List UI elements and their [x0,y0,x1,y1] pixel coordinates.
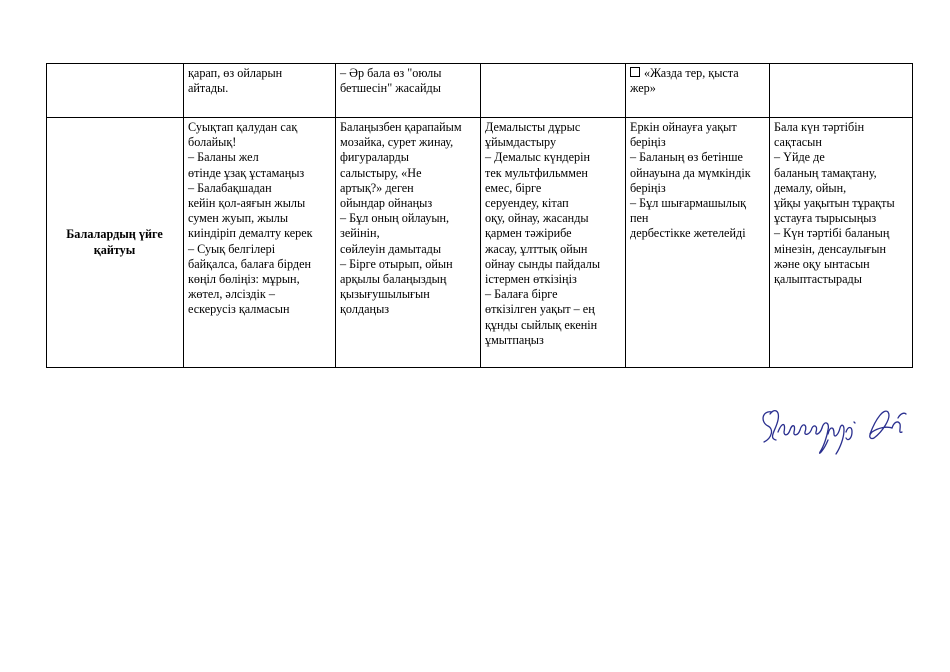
cell-line: істермен өткізіңіз [485,272,577,287]
cell-line: баланың тамақтану, [774,165,877,180]
cell-line: ойнау сынды пайдалы [485,256,601,271]
cell-line: – Балабақшадан [188,180,272,195]
cell-line: өтінде ұзақ ұстамаңыз [188,165,305,180]
cell-line: қарап, өз ойларын [188,66,283,80]
cell-line: бетшесін" жасайды [340,81,441,96]
cell-line: пен [630,211,649,226]
cell-line: – Суық белгілері [188,241,276,256]
cell-line: жасау, ұлттық ойын [485,241,588,256]
row-heading-line: Балалардың үйге [66,227,163,242]
cell-line: – Балаға бірге [485,287,558,302]
row-heading-line: қайтуы [93,242,136,257]
cell-text: «Жазда тер, қыста [644,66,739,80]
cell-line: көңіл бөліңіз: мұрын, [188,272,300,287]
cell-line: жер» [630,81,656,96]
cell-line: сақтасын [774,135,822,150]
cell-line: – Бірге отырып, ойын [340,256,453,271]
cell-line: айтады. [188,81,229,96]
cell-line [630,66,764,81]
cell-line: сөйлеуін дамытады [340,241,442,256]
table-row [47,64,913,118]
row2-cell-5 [626,118,770,368]
cell-line: Еркін ойнауға уақыт [630,120,737,134]
row2-cell-3 [336,118,481,368]
cell-line: тек мультфильммен [485,165,588,180]
cell-line: фигураларды [340,150,409,165]
row1-cell-6 [770,64,913,118]
row1-heading-cell [47,64,184,118]
cell-line: және оқу ынтасын [774,256,870,271]
cell-line: қалыптастырады [774,272,862,287]
cell-line: оқу, ойнау, жасанды [485,211,589,226]
cell-line: қармен тәжірибе [485,226,572,241]
cell-line: емес, бірге [485,180,542,195]
cell-line: – Баланы жел [188,150,259,165]
cell-line: құнды сыйлық екенін [485,317,598,332]
cell-line: ойнауына да мүмкіндік [630,165,751,180]
row2-cell-6 [770,118,913,368]
cell-line: болайық! [188,135,237,150]
cell-line: Суықтап қалудан сақ [188,120,298,134]
row1-cell-3 [336,64,481,118]
cell-line: ұстауға тырысыңыз [774,211,877,226]
cell-line: арқылы балаңыздың [340,272,447,287]
row1-cell-2 [184,64,336,118]
cell-line: Балаңызбен қарапайым [340,120,462,134]
plan-table [46,63,913,368]
row2-cell-2 [184,118,336,368]
row2-heading-cell [47,118,184,368]
cell-line: дербестікке жетелейді [630,226,746,241]
cell-line: – Бұл оның ойлауын, [340,211,450,226]
cell-line: – Үйде де [774,150,825,165]
cell-line: Бала күн тәртібін [774,120,865,134]
cell-line: – Баланың өз бетінше [630,150,743,165]
table-row [47,118,913,368]
handwritten-signature-icon [758,398,908,458]
cell-line: ұйқы уақытын тұрақты [774,196,895,211]
cell-line: зейінін, [340,226,380,241]
cell-line: – Күн тәртібі баланың [774,226,890,241]
cell-line: ұйымдастыру [485,135,557,150]
cell-line: қолдаңыз [340,302,390,317]
cell-line: байқалса, балаға бірден [188,256,312,271]
cell-line: серуендеу, кітап [485,196,569,211]
checkbox-icon [630,67,640,77]
cell-line: сумен жуып, жылы [188,211,289,226]
cell-line: киіндіріп демалту керек [188,226,313,241]
cell-line: артық?» деген [340,180,414,195]
cell-line: ойындар ойнаңыз [340,196,433,211]
cell-line: кейін қол-аяғын жылы [188,196,306,211]
cell-line: ескерусіз қалмасын [188,302,290,317]
cell-line: демалу, ойын, [774,180,847,195]
cell-line: өткізілген уақыт – ең [485,302,595,317]
cell-line: беріңіз [630,135,666,150]
cell-line: беріңіз [630,180,666,195]
cell-line: – Демалыс күндерін [485,150,591,165]
cell-line: ұмытпаңыз [485,332,544,347]
row1-cell-4 [481,64,626,118]
cell-line: салыстыру, «Не [340,165,422,180]
row2-cell-4 [481,118,626,368]
cell-line: – Әр бала өз "оюлы [340,66,442,80]
cell-line: мінезін, денсаулығын [774,241,887,256]
cell-line: Демалысты дұрыс [485,120,581,134]
cell-line: қызығушылығын [340,287,430,302]
cell-line: мозайка, сурет жинау, [340,135,454,150]
row1-cell-5 [626,64,770,118]
cell-line: жөтел, әлсіздік – [188,287,275,302]
cell-line: – Бұл шығармашылық [630,196,747,211]
